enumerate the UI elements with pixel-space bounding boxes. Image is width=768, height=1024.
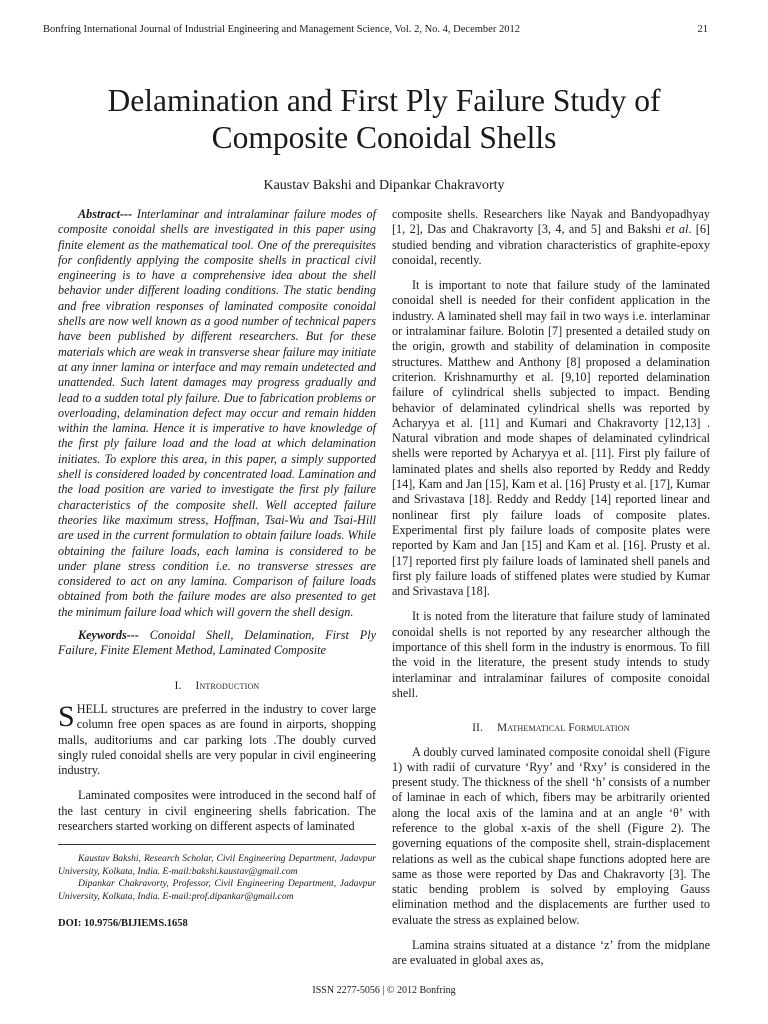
paper-authors: Kaustav Bakshi and Dipankar Chakravorty	[263, 178, 505, 193]
body-paragraph-1: composite shells. Researchers like Nayak and Bandyopadhyay [1, 2], Das and Chakravorty [3, 4, and 5] and Bakshi et al. [6] studied bending and vibration characteristics of graphite-epoxy conoidal, recently.	[392, 207, 710, 267]
page-footer: ISSN 2277-5056 | © 2012 Bonfring	[312, 985, 456, 996]
keywords-lead: Keywords---	[78, 628, 139, 643]
intro-paragraph-1: SHELL structures are preferred in the industry to cover large column free open spaces as are found in airports, shopping malls, auditoriums and car parking lots .The doubly curved singly ruled conoidal shells are very popular in civil engineering industry.	[58, 699, 376, 778]
doi: DOI: 10.9756/BIJIEMS.1658	[58, 917, 188, 929]
abstract	[58, 207, 376, 620]
body-paragraph-5: Lamina strains situated at a distance ‘z’ from the midplane are evaluated in global axes as,	[392, 938, 710, 968]
abstract-lead: Abstract---	[78, 207, 133, 221]
footnote-author-1: Kaustav Bakshi, Research Scholar, Civil Engineering Department, Jadavpur University, Kolkata, India. E-mail:bakshi.kaustav@gmail.com	[58, 853, 376, 877]
body-paragraph-3: It is noted from the literature that failure study of laminated conoidal shells is not reported by any researcher although the importance of this shell form in the industry is enormous. To fill the void in the literature, the present study intends to study interlaminar and intralaminar failures of composite conoidal shell.	[392, 609, 710, 700]
footnote-author-2: Dipankar Chakravorty, Professor, Civil Engineering Department, Jadavpur University, Kolkata, India. E-mail:prof.dipankar@gmail.com	[58, 878, 376, 903]
section-title: Mathematical Formulation	[497, 722, 630, 735]
paper-title: Delamination and First Ply Failure Study of Composite Conoidal Shells	[107, 83, 661, 155]
section-heading-mathematical-formulation	[392, 721, 710, 736]
body-paragraph-2: It is important to note that failure study of the laminated conoidal shell is needed for their confident application in the industry. A laminated shell may fail in two ways i.e. interlaminar or intralaminar failure. Bolotin [7] presented a detailed study on the origin, growth and stability of delamination in composite structures. Matthew and Anthony [8] proposed a delamination criterion. Krishnamurthy et al. [9,10] reported delamination failure of cylindrical shells subjected to impact. Bending behavior of delaminated cylindrical shells was reported by Acharyya et al. [11] and Kumari and Chakravorty [12,13] . Natural vibration and mode shapes of delaminated cylindrical shells were reported by Acharyya et al. [11]. First ply failure of laminated plates and shells also reported by Reddy and Reddy [14], Kam and Jan [15], Kam et al. [16] Prusty et al. [17], Kumar and Srivastava [18]. Reddy and Reddy [14] reported linear and nonlinear first ply failure loads of composite plates. Experimental first ply failure loads of composite plates were reported by Kam and Jan [15] and Kam et al. [16]. Prusty et al. [17] reported first ply failure loads of laminated shell panels and first ply failure loads of stiffened plates were studied by Kumar and Srivastava [18].	[392, 278, 710, 599]
keywords-text: Conoidal Shell, Delamination, First Ply Failure, Finite Element Method, Laminated Composite	[58, 628, 376, 658]
keywords	[58, 628, 376, 659]
abstract-text: Interlaminar and intralaminar failure modes of composite conoidal shells are investigated in this paper using finite element as the mathematical tool. One of the prerequisites for confidently applying the composite shells in practical civil engineering is to have a comprehensive idea about the shell behavior under different loading conditions. The static bending and free vibration responses of laminated composite conoidal shells are now well known as a good number of technical papers have been published by different researchers. But for these materials which are weak in transverse shear failure may initiate at any inner lamina or interface and may remain undetected and unattended. Such latent damages may progress gradually and lead to a sudden total ply failure. Due to fabrication problems or overloading, delamination defect may occur and remain hidden within the lamina. Hence it is imperative to have knowledge of the first ply failure load and the load at which delamination initiates. To explore this area, in this paper, a simply supported shell is considered loaded by concentrated load. Lamination and the load position are varied to investigate the first ply failure characteristics of the composite shell. Well accepted failure theories like maximum stress, Hoffman, Tsai-Wu and Tsai-Hill are used in the current formulation to obtain failure loads. While obtaining the failure loads, each lamina is considered to be under plane stress condition i.e. no transverse stresses are considered to act on any lamina. Comparison of failure loads obtained from both the failure modes are also presented to get the minimum failure load which will govern the shell design.	[58, 207, 376, 619]
section-heading-introduction	[58, 679, 376, 694]
running-header	[43, 24, 708, 35]
drop-cap: S	[58, 699, 75, 733]
section-title: Introduction	[195, 679, 260, 692]
intro-paragraph-2: Laminated composites were introduced in the second half of the last century in civil engineering shells fabrication. The researchers started working on different aspects of laminated	[58, 788, 376, 833]
body-paragraph-4: A doubly curved laminated composite conoidal shell (Figure 1) with radii of curvature ‘Ryy’ and ‘Rxy’ is considered in the present study. The thickness of the shell ‘h’ consists of a number of laminae in each of which, fibers may be arbitrarily oriented along the local axis of the lamina and at an angle ‘θ’ with reference to the global x-axis of the shell (Figure 2). The governing equations of the composite shell, strain-displacement relations as well as the cubical shape functions adopted here are same as those were reported by Das and Chakravorty [3]. The static bending problem is solved by employing Gauss elimination method and the displacements are further used to evaluate the stress as explained below.	[392, 744, 710, 927]
page-number: 21	[697, 24, 708, 35]
right-column	[392, 207, 710, 969]
journal-name: Bonfring International Journal of Industrial Engineering and Management Science, Vol. 2, No. 4, December 2012	[43, 24, 520, 35]
left-column	[58, 207, 376, 931]
author-footnotes	[58, 844, 376, 903]
section-number: II.	[472, 722, 484, 735]
section-number: I.	[174, 679, 182, 692]
